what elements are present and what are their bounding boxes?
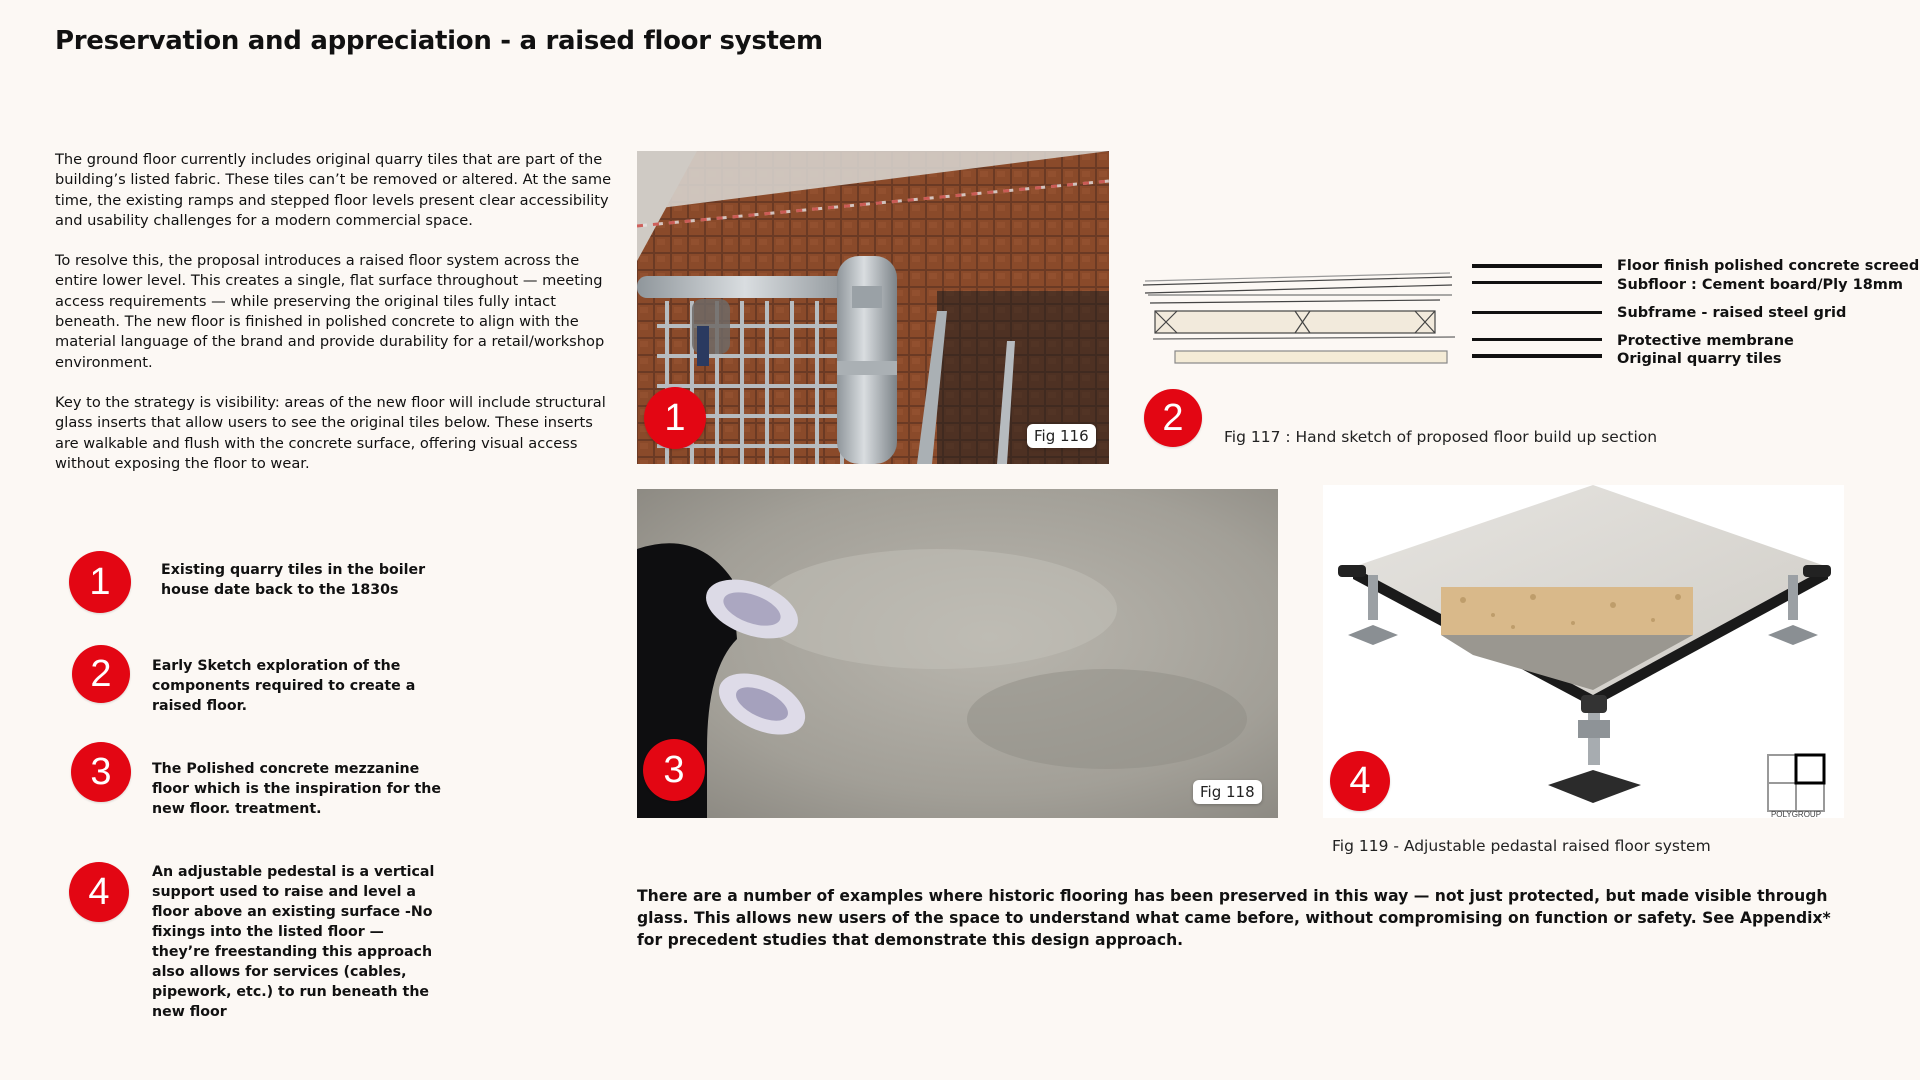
- fig-118-photo: [637, 489, 1278, 818]
- pedestal-floor-illustration: [1323, 485, 1844, 818]
- fig-119-badge: 4: [1330, 751, 1390, 811]
- intro-paragraph-2: To resolve this, the proposal introduces a raised floor system across the entire lower level. This creates a single, flat surface throughout — meeting access requirements — while preserving the original tiles fully intact beneath. The new floor is finished in polished concrete to align with the material language of the brand and provide durability for a retail/workshop environment.: [55, 252, 605, 371]
- legend-badge-1: 1: [69, 551, 131, 613]
- fig-118-badge: 3: [643, 739, 705, 801]
- page-title: Preservation and appreciation - a raised floor system: [55, 26, 823, 56]
- legend-badge-4: 4: [69, 862, 129, 922]
- fig-116-label: Fig 116: [1027, 424, 1096, 448]
- legend-badge-3: 3: [71, 742, 131, 802]
- layer-label-3: Subframe - raised steel grid: [1617, 305, 1847, 321]
- fig-119-caption: Fig 119 - Adjustable pedastal raised floor system: [1332, 837, 1711, 855]
- legend-text-4: An adjustable pedestal is a vertical support used to raise and level a floor above an existing surface -No fixings into the listed floor — they’re freestanding this approach also allows for services (cables, pipework, etc.) to run beneath the new floor: [152, 864, 435, 1020]
- bottom-summary: There are a number of examples where historic flooring has been preserved in this way — not just protected, but made visible through glass. This allows new users of the space to understand what came before, without compromising on function or safety. See Appendix* for precedent studies that demonstrate this design approach.: [637, 887, 1831, 949]
- fig-117-caption: Fig 117 : Hand sketch of proposed floor build up section: [1224, 428, 1658, 446]
- leader-line-2: [1472, 281, 1602, 284]
- layer-label-4: Protective membrane: [1617, 333, 1794, 349]
- fig-116-photo: [637, 151, 1109, 464]
- legend-badge-2: 2: [72, 645, 130, 703]
- intro-paragraph-1: The ground floor currently includes original quarry tiles that are part of the building’s listed fabric. These tiles can’t be removed or altered. At the same time, the existing ramps and stepped floor levels present clear accessibility and usability challenges for a modern commercial space.: [55, 151, 612, 229]
- floor-buildup-sketch: [1140, 255, 1470, 375]
- fig-117-badge: 2: [1144, 389, 1202, 447]
- legend-text-3: The Polished concrete mezzanine floor which is the inspiration for the new floor. treatment.: [152, 761, 441, 817]
- leader-line-1: [1472, 264, 1602, 268]
- quarry-tiles-image: [637, 151, 1109, 464]
- legend-text-1: Existing quarry tiles in the boiler house date back to the 1830s: [161, 562, 426, 598]
- fig-116-badge: 1: [644, 387, 706, 449]
- floor-sketch: [1140, 255, 1470, 375]
- leader-line-3: [1472, 311, 1602, 314]
- leader-line-4: [1472, 338, 1602, 341]
- polygroup-logo-text: POLYGROUP: [1770, 810, 1822, 818]
- layer-label-5: Original quarry tiles: [1617, 351, 1782, 367]
- fig-119-image: [1323, 485, 1844, 818]
- legend-text-2: Early Sketch exploration of the components required to create a raised floor.: [152, 658, 416, 714]
- layer-label-1: Floor finish polished concrete screed: [1617, 258, 1920, 274]
- intro-text: [55, 150, 620, 494]
- polished-concrete-image: [637, 489, 1278, 818]
- leader-line-5: [1472, 354, 1602, 358]
- fig-118-label: Fig 118: [1193, 780, 1262, 804]
- intro-paragraph-3: Key to the strategy is visibility: areas of the new floor will include structural glass inserts that allow users to see the original tiles below. These inserts are walkable and flush with the concrete surface, offering visual access without exposing the floor to wear.: [55, 393, 606, 472]
- layer-label-2: Subfloor : Cement board/Ply 18mm: [1617, 277, 1904, 293]
